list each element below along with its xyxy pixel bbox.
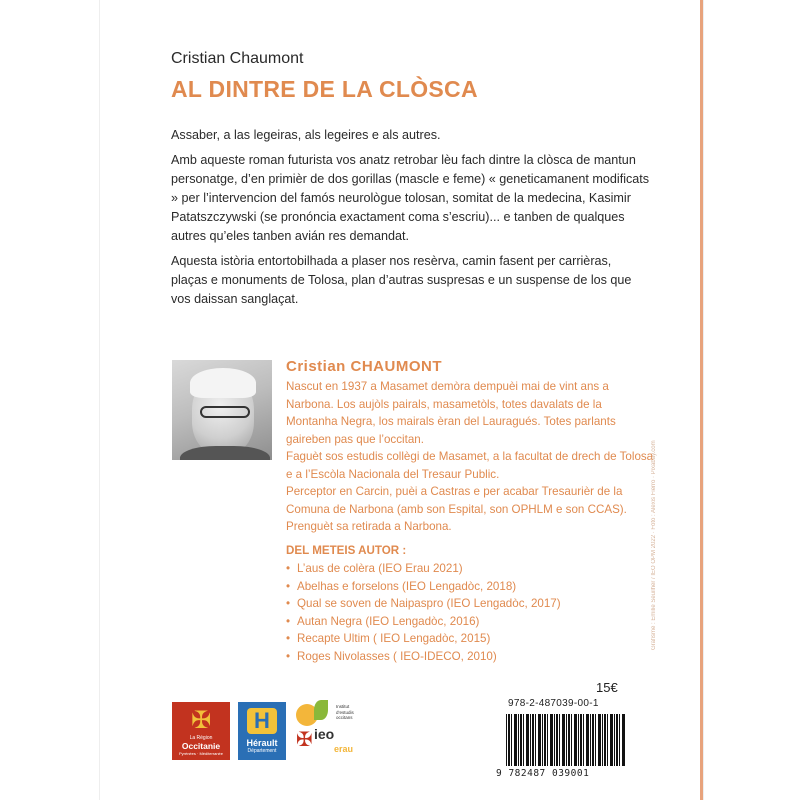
blurb-paragraph: Aquesta istòria entortobilhada a plaser nos resèrva, camin fasent per carrièras, plaças e monuments de Tolosa, plan d’autras suspresas e un suspense de los que vos daissan sanglaçat. [171,254,632,306]
occitan-cross-icon: ✠ [190,707,212,734]
occitanie-logo: ✠ La Région Occitanie Pyrénées · Méditerranée [172,702,230,760]
blurb [171,126,651,315]
isbn: 978-2-487039-00-1 [508,698,599,709]
photo-glasses [200,406,250,418]
bio-name: Cristian CHAUMONT [286,358,443,375]
price: 15€ [596,680,618,695]
list-item: • Autan Negra (IEO Lengadòc, 2016) [286,613,646,631]
credits: Grafisme : Emilie Seuilher / IEO OPM 2022 · Fòto : Alexis Fierro · Pixabay.com [651,440,657,650]
list-item: • Abelhas e forselons (IEO Lengadòc, 2018) [286,578,646,596]
author-bio [286,378,654,536]
barcode-number: 9 782487 039001 [496,768,590,779]
blurb-paragraph: Assaber, a las legeiras, als legeires e als autres. [171,128,441,142]
list-item: • Roges Nivolasses ( IEO-IDECO, 2010) [286,648,646,666]
list-item: • Recapte Ultim ( IEO Lengadòc, 2015) [286,630,646,648]
author-name: Cristian Chaumont [171,50,304,67]
leaf-icon [314,700,328,720]
works-heading: DEL METEIS AUTOR : [286,544,407,557]
list-item: • Qual se soven de Naipaspro (IEO Lengadòc, 2017) [286,595,646,613]
bio-paragraph: Nascut en 1937 a Masamet demòra dempuèi mai de vint ans a Narbona. Los aujòls pairals, masametòls, totes davalats de la Montanha Negra, los mairals èran del Lauragués. Totes parlants gaireben pas que l’occitan. [286,380,616,446]
occitan-cross-icon: ✠ [296,729,313,751]
ieo-erau-logo: ✠ ieo Institut d’estudis occitans erau [294,700,366,762]
herault-logo: H Hérault Département [238,702,286,760]
book-title: AL DINTRE DE LA CLÒSCA [171,76,478,102]
bio-paragraph: Perceptor en Carcin, puèi a Castras e per acabar Tresaurièr de la Comuna de Narbona (amb son Espital, son OPHLM e son CCAS). [286,485,627,516]
bio-paragraph: Faguèt sos estudis collègi de Masamet, a la facultat de drech de Tolosa e a l’Escòla Nacionala del Tresaur Public. [286,450,654,481]
list-item: • L’aus de colèra (IEO Erau 2021) [286,560,646,578]
bio-paragraph: Prenguèt sa retirada a Narbona. [286,520,452,533]
photo-shirt [180,446,270,460]
works-list [286,560,646,665]
author-photo [172,360,272,460]
photo-hair [190,368,256,398]
blurb-paragraph: Amb aqueste roman futurista vos anatz retrobar lèu fach dintre la clòsca de mantun personatge, d’en primièr de dos gorillas (mascle e feme) « geneticamanent modificats » per l’intervencion del famós neurològue tolosan, somitat de la medecina, Kasimir Patatszczywski (se pronóncia exactament coma s’escriu)... e tanben de qualques autres qu’eles tanben avián res demandat. [171,153,650,243]
barcode [506,714,626,766]
